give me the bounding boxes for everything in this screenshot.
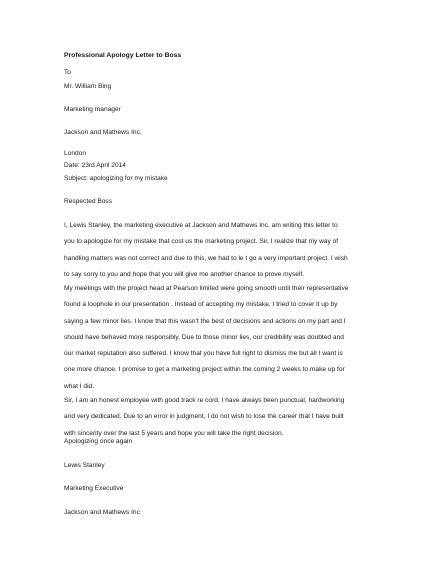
paragraph-line: our market reputation also suffered. I know that you have full right to dismiss me but all I want is <box>64 350 343 358</box>
paragraph-3 <box>64 393 384 442</box>
recipient-title: Marketing manager <box>64 106 121 113</box>
paragraph-line: should have behaved more responsibly. Due to those minor lies, our credibility was doubted and <box>64 333 344 341</box>
letter-date: Date: 23rd April 2014 <box>64 162 126 169</box>
paragraph-line: to say sorry to you and hope that you will give me another chance to prove myself. <box>64 270 305 278</box>
letter-title: Professional Apology Letter to Boss <box>64 52 182 59</box>
to-label: To <box>64 69 71 76</box>
city: London <box>64 150 87 157</box>
paragraph-line: handling matters was not correct and due to this, we had to le t go a very important project. I wish <box>64 254 348 262</box>
letter-subject: Subject: apologizing for my mistake <box>64 175 168 182</box>
recipient-company: Jackson and Mathews Inc. <box>64 129 142 136</box>
paragraph-2 <box>64 281 384 395</box>
paragraph-line: and very dedicated. Due to an error in judgment, I do not wish to lose the career that I have built <box>64 413 344 421</box>
paragraph-line: Sir, I am an honest employee with good track re cord. I have always been punctual, hardworking <box>64 397 345 404</box>
recipient-name: Mr. William Bing <box>64 83 112 90</box>
paragraph-line: found a loophole in our presentation . Instead of accepting my mistake, I tried to cover it up by <box>64 301 338 309</box>
paragraph-1 <box>64 218 384 283</box>
paragraph-line: you to apologize for my mistake that cost us the marketing project. Sir, I realize that my way of <box>64 238 339 246</box>
salutation: Respected Boss <box>64 198 113 205</box>
sender-title: Marketing Executive <box>64 485 124 492</box>
paragraph-line: one more chance. I promise to get a marketing project within the coming 2 weeks to make up for <box>64 366 345 374</box>
paragraph-line: I, Lewis Stanley, the marketing executive at Jackson and Mathews Inc. am writing this letter to <box>64 222 338 229</box>
sender-company: Jackson and Mathews Inc <box>64 509 140 516</box>
sender-name: Lewis Stanley <box>64 462 105 469</box>
paragraph-line: with sincerity over the last 5 years and hope you will take the right decision. <box>64 429 284 437</box>
paragraph-line: what I did. <box>64 382 95 390</box>
paragraph-line: My meetings with the project head at Pearson limited were going smooth until their representative <box>64 285 349 292</box>
closing: Apologizing once again <box>64 438 133 445</box>
paragraph-line: saying a few minor lies. I know that this wasn't the best of decisions and actions on my part and I <box>64 317 346 325</box>
